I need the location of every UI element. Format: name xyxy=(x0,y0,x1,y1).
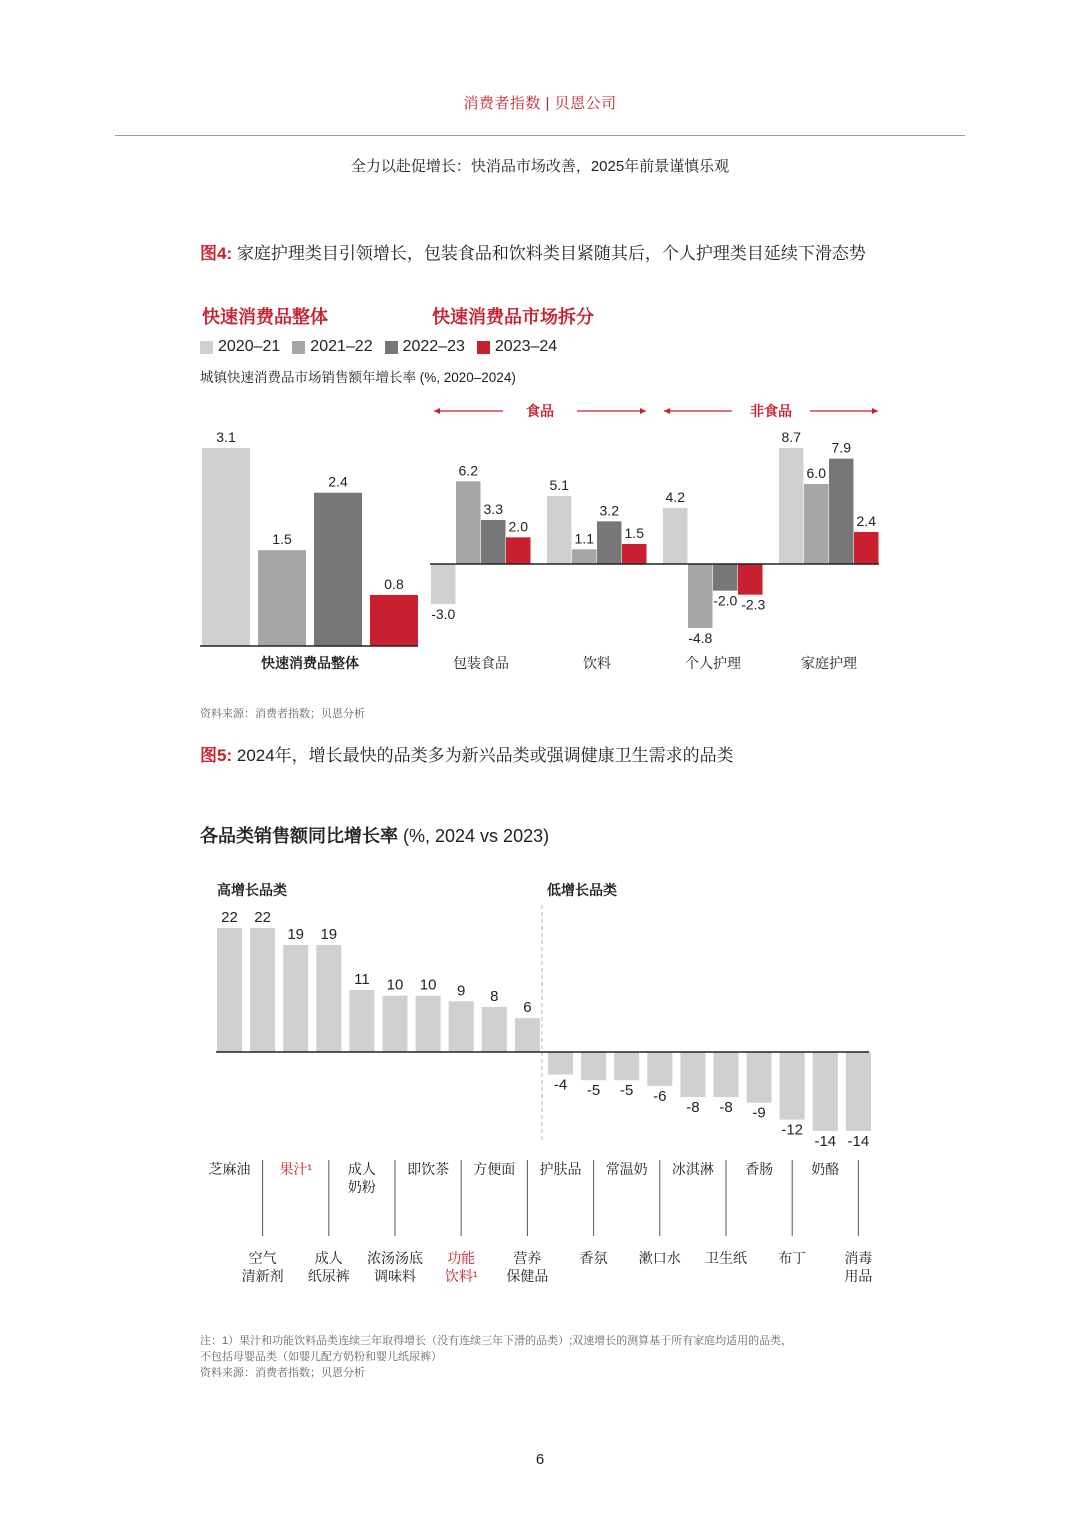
bar-value-label: 9 xyxy=(457,982,466,1000)
category-label: 快速消费品整体 xyxy=(261,655,359,671)
legend-item xyxy=(292,338,372,356)
bar-value-label: 3.1 xyxy=(216,429,236,445)
bar-overall-2022–23 xyxy=(314,493,362,646)
category-label: 用品 xyxy=(844,1268,873,1284)
legend-swatch xyxy=(200,341,213,354)
category-label: 饮料¹ xyxy=(444,1268,478,1284)
category-label: 香肠 xyxy=(745,1161,774,1177)
bar-香肠 xyxy=(747,1052,772,1103)
bar-漱口水 xyxy=(647,1052,672,1086)
bar-包装食品-2020–21 xyxy=(431,564,456,604)
bar-饮料-2023–24 xyxy=(622,544,647,564)
category-label: 芝麻油 xyxy=(208,1161,251,1177)
category-label: 家庭护理 xyxy=(801,655,857,671)
bar-value-label: 5.1 xyxy=(549,477,569,493)
bar-家庭护理-2023–24 xyxy=(854,532,879,564)
bar-value-label: -5 xyxy=(620,1082,634,1100)
bar-value-label: 1.1 xyxy=(574,530,594,547)
group-nonfood-label: 非食品 xyxy=(750,403,792,419)
legend-label: 2021–22 xyxy=(310,338,373,355)
fig5-chart-title-main: 各品类销售额同比增长率 xyxy=(200,826,398,846)
bar-家庭护理-2022–23 xyxy=(829,459,854,564)
category-label: 清新剂 xyxy=(241,1268,284,1284)
category-label: 保健品 xyxy=(506,1268,549,1284)
footnote-line: 注：1）果汁和功能饮料品类连续三年取得增长（没有连续三年下滑的品类）;双速增长的测算基于所有家庭均适用的品类， xyxy=(200,1335,793,1347)
bar-value-label: 3.2 xyxy=(599,502,619,519)
category-label: 方便面 xyxy=(473,1161,516,1177)
bar-value-label: 2.4 xyxy=(856,513,876,529)
bar-value-label: 1.5 xyxy=(272,531,292,548)
bar-value-label: -4 xyxy=(553,1076,568,1094)
category-label: 常温奶 xyxy=(605,1161,648,1177)
bar-香氛 xyxy=(581,1052,606,1080)
bar-成人纸尿裤 xyxy=(316,945,341,1052)
category-label: 消毒 xyxy=(844,1250,873,1266)
bar-成人奶粉 xyxy=(349,990,374,1052)
bar-value-label: 6 xyxy=(523,999,532,1017)
bar-value-label: -2.3 xyxy=(741,596,766,613)
bar-常温奶 xyxy=(614,1052,639,1080)
group-food-label: 食品 xyxy=(526,403,554,419)
low-growth-label: 低增长品类 xyxy=(547,882,617,898)
bar-营养保健品 xyxy=(515,1018,540,1052)
bar-方便面 xyxy=(482,1007,507,1052)
bar-value-label: 1.5 xyxy=(624,525,644,541)
category-label: 调味料 xyxy=(374,1268,416,1284)
bar-value-label: 0.8 xyxy=(384,575,404,592)
high-growth-label: 高增长品类 xyxy=(217,882,287,898)
fig5-title-text: 2024年，增长最快的品类多为新兴品类或强调健康卫生需求的品类 xyxy=(236,746,734,765)
legend-item xyxy=(477,338,557,356)
category-label: 浓汤汤底 xyxy=(367,1250,423,1266)
category-label: 果汁¹ xyxy=(279,1161,313,1177)
legend-swatch xyxy=(477,341,490,354)
bar-浓汤汤底调味料 xyxy=(383,996,408,1052)
category-label: 纸尿裤 xyxy=(307,1268,350,1284)
bar-包装食品-2021–22 xyxy=(456,481,481,564)
fig4-chart xyxy=(0,390,1080,690)
legend-label: 2020–21 xyxy=(218,338,281,355)
fig4-legend xyxy=(200,338,557,356)
bar-个人护理-2021–22 xyxy=(688,564,713,628)
bar-个人护理-2023–24 xyxy=(738,564,763,595)
bar-饮料-2020–21 xyxy=(547,496,572,564)
category-label: 布丁 xyxy=(778,1250,807,1266)
group-arrows xyxy=(434,403,878,419)
category-label: 营养 xyxy=(513,1250,542,1266)
bar-overall-2023–24 xyxy=(370,595,418,646)
bar-value-label: 22 xyxy=(221,909,238,926)
fig5-chart xyxy=(0,900,1080,1300)
bar-家庭护理-2020–21 xyxy=(779,448,804,564)
fig4-subtitle: 城镇快速消费品市场销售额年增长率 (%, 2020–2024) xyxy=(200,370,516,385)
bar-value-label: 2.0 xyxy=(508,518,528,535)
bar-包装食品-2022–23 xyxy=(481,520,506,564)
bar-value-label: 19 xyxy=(287,925,305,943)
footnote-line: 不包括母婴品类（如婴儿配方奶粉和婴儿纸尿裤） xyxy=(200,1351,442,1363)
bar-value-label: 6.0 xyxy=(806,465,826,481)
bar-即饮茶 xyxy=(416,996,441,1052)
bar-value-label: 19 xyxy=(320,925,338,943)
report-subtitle: 全力以赴促增长：快消品市场改善，2025年前景谨慎乐观 xyxy=(350,158,730,175)
category-label: 成人 xyxy=(347,1161,376,1177)
bar-消毒用品 xyxy=(846,1052,871,1131)
bar-功能饮料¹ xyxy=(449,1001,474,1052)
bar-空气清新剂 xyxy=(250,928,275,1052)
bar-饮料-2022–23 xyxy=(597,521,622,564)
category-label: 空气 xyxy=(248,1250,277,1266)
bar-布丁 xyxy=(780,1052,805,1120)
legend-label: 2022–23 xyxy=(402,338,465,355)
bar-value-label: -6 xyxy=(653,1087,667,1105)
report-header: 消费者指数 | 贝恩公司 xyxy=(463,95,617,112)
bar-value-label: -14 xyxy=(814,1132,837,1150)
bar-value-label: -12 xyxy=(781,1121,804,1139)
fig4-title xyxy=(200,240,880,267)
bar-value-label: 10 xyxy=(386,976,404,994)
bar-饮料-2021–22 xyxy=(572,549,597,564)
legend-swatch xyxy=(385,341,398,354)
bar-value-label: 7.9 xyxy=(831,439,851,456)
bar-value-label: -9 xyxy=(752,1104,766,1122)
category-label: 成人 xyxy=(314,1250,343,1266)
fig4-source: 资料来源：消费者指数；贝恩分析 xyxy=(200,708,365,720)
bar-value-label: 2.4 xyxy=(328,473,348,490)
bar-value-label: 8 xyxy=(490,987,499,1005)
bar-果汁¹ xyxy=(283,945,308,1052)
bar-value-label: -4.8 xyxy=(688,630,713,646)
bar-value-label: 11 xyxy=(354,971,370,988)
category-label: 卫生纸 xyxy=(705,1250,747,1266)
fig5-chart-title-unit: (%, 2024 vs 2023) xyxy=(403,826,550,846)
bar-value-label: 22 xyxy=(254,909,271,926)
header-divider xyxy=(115,135,965,136)
bar-overall-2020–21 xyxy=(202,448,250,646)
category-label: 漱口水 xyxy=(638,1250,681,1266)
category-label: 香氛 xyxy=(579,1250,608,1266)
bar-value-label: -14 xyxy=(847,1132,870,1150)
source-line: 资料来源：消费者指数；贝恩分析 xyxy=(200,1367,365,1379)
fig5-label: 图5: xyxy=(200,746,233,765)
bar-个人护理-2022–23 xyxy=(713,564,738,591)
bar-包装食品-2023–24 xyxy=(506,537,531,564)
category-label: 饮料 xyxy=(583,655,611,671)
page-number: 6 xyxy=(535,1451,545,1468)
bar-家庭护理-2021–22 xyxy=(804,484,829,564)
category-label: 包装食品 xyxy=(453,655,509,671)
bar-value-label: 6.2 xyxy=(458,462,478,479)
bar-value-label: 3.3 xyxy=(483,501,503,517)
fig4-label: 图4: xyxy=(200,244,233,263)
bar-value-label: 8.7 xyxy=(781,429,801,445)
footnotes xyxy=(200,1333,900,1381)
bar-卫生纸 xyxy=(714,1052,739,1097)
fig4-section-overall: 快速消费品整体 xyxy=(202,307,328,327)
bar-value-label: 4.2 xyxy=(665,489,685,505)
category-label: 个人护理 xyxy=(685,655,741,671)
category-label: 即饮茶 xyxy=(407,1161,450,1177)
bar-value-label: 10 xyxy=(419,976,437,994)
bar-value-label: -8 xyxy=(719,1099,733,1117)
legend-item xyxy=(200,338,280,356)
bar-overall-2021–22 xyxy=(258,550,306,646)
bar-个人护理-2020–21 xyxy=(663,508,688,564)
legend-label: 2023–24 xyxy=(494,338,558,355)
bar-value-label: -8 xyxy=(686,1099,700,1117)
bar-芝麻油 xyxy=(217,928,242,1052)
legend-item xyxy=(385,338,465,356)
bar-护肤品 xyxy=(548,1052,573,1075)
fig4-title-text: 家庭护理类目引领增长，包装食品和饮料类目紧随其后，个人护理类目延续下滑态势 xyxy=(236,244,866,263)
fig5-title xyxy=(200,742,880,769)
bar-value-label: -2.0 xyxy=(713,592,738,609)
category-label: 功能 xyxy=(447,1250,476,1266)
category-label: 护肤品 xyxy=(539,1161,582,1177)
bar-value-label: -3.0 xyxy=(431,606,456,622)
bar-奶酪 xyxy=(813,1052,838,1131)
bar-冰淇淋 xyxy=(680,1052,705,1097)
fig4-section-split: 快速消费品市场拆分 xyxy=(432,307,594,327)
category-label: 冰淇淋 xyxy=(671,1161,714,1177)
legend-swatch xyxy=(292,341,305,354)
fig5-chart-title xyxy=(200,822,549,848)
category-label: 奶酪 xyxy=(811,1161,840,1177)
bar-value-label: -5 xyxy=(586,1082,601,1100)
category-label: 奶粉 xyxy=(347,1179,376,1195)
